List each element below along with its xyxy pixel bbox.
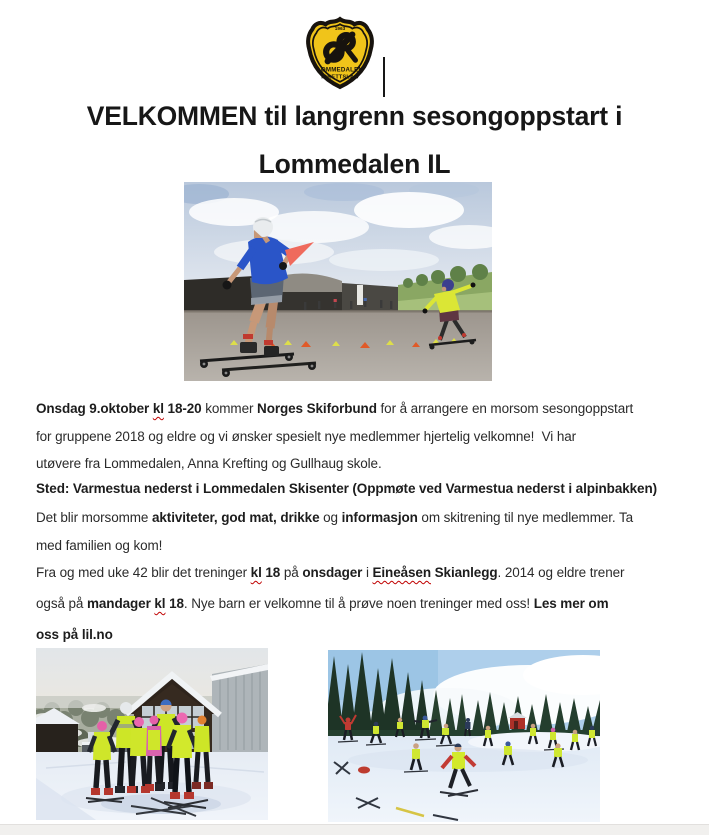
text-segment: Norges Skiforbund (257, 401, 377, 416)
club-logo-icon (304, 15, 376, 90)
text-segment: Eineåsen (372, 565, 431, 580)
text-segment: om skitrening til nye medlemmer. Ta (417, 510, 634, 525)
text-segment: kl (250, 565, 262, 580)
text-segment: 18 (165, 596, 184, 611)
text-segment: utøvere fra Lommedalen, Anna Krefting og Gullhaug skole. (36, 456, 382, 471)
text-segment: Sted: Varmestua nederst i Lommedalen Skisenter (Oppmøte ved Varmestua nederst i alpinbakken) (36, 481, 658, 496)
text-segment: på (280, 565, 303, 580)
text-segment: for gruppene 2018 og eldre og vi ønsker spesielt nye medlemmer hjertelig velkomne! Vi har (36, 428, 577, 444)
text-segment: i (362, 565, 373, 580)
logo-name-line2: IDRETTSLAG (321, 74, 359, 81)
paragraph-treninger (36, 557, 704, 650)
document-title (0, 92, 709, 188)
text-segment: kommer (201, 401, 258, 416)
text-segment: 18-20 (163, 401, 202, 416)
paragraph-sted (36, 475, 704, 503)
paragraph-aktiviteter (36, 504, 704, 559)
logo-name-line1: LOMMEDALEN (316, 66, 364, 74)
text-segment: Fra og med uke 42 blir det treninger (36, 565, 251, 580)
text-segment: . Nye barn er velkomne til å prøve noen treninger med oss! (183, 596, 534, 611)
paragraph-intro (36, 395, 704, 478)
text-segment: og (319, 510, 342, 525)
text-segment: mandager (87, 596, 155, 611)
shield-logo (304, 15, 376, 90)
text-segment: informasjon (341, 510, 418, 525)
text-segment: Onsdag 9.oktober (36, 401, 153, 416)
text-segment: kl (152, 401, 164, 416)
photo-ski-slope-training (328, 650, 600, 822)
window-bottom-band (0, 824, 709, 835)
text-segment: Les mer om (533, 596, 609, 611)
text-segment: aktiviteter, god mat, drikke (151, 510, 320, 525)
title-line-1: VELKOMMEN til langrenn sesongoppstart i (86, 101, 623, 131)
text-segment: Skianlegg (430, 565, 498, 580)
logo-year: 1963 (334, 26, 346, 32)
text-segment: . 2014 og eldre trener (497, 565, 625, 580)
text-segment: oss på lil.no (36, 627, 113, 642)
text-segment: også på (36, 596, 87, 611)
title-line-2: Lommedalen IL (258, 149, 451, 179)
text-segment: 18 (261, 565, 281, 580)
text-cursor (383, 57, 385, 97)
text-segment: Det blir morsomme (36, 510, 152, 525)
text-segment: for å arrangere en morsom sesongoppstart (376, 401, 634, 416)
text-segment: onsdager (302, 565, 363, 580)
text-segment: med familien og kom! (36, 537, 163, 553)
photo-ski-group-snow (36, 648, 268, 820)
photo-rollerski-training (184, 182, 492, 381)
text-segment: kl (154, 596, 166, 611)
